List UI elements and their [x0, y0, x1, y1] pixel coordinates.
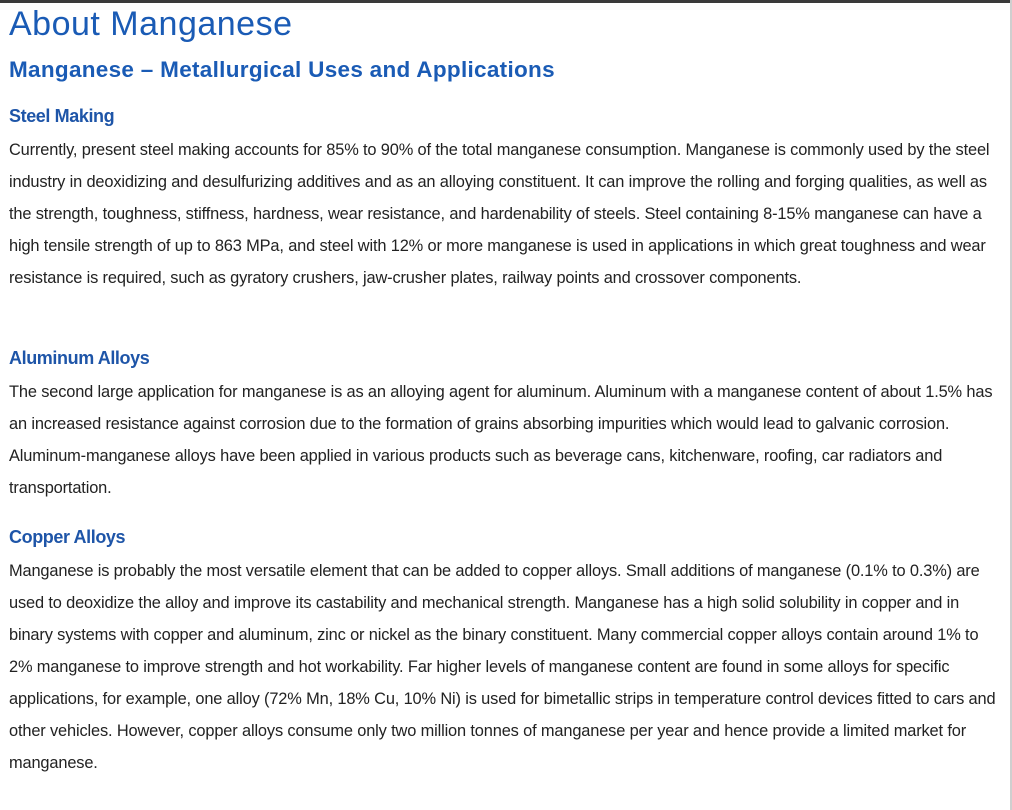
section-heading-aluminum-alloys: Aluminum Alloys [9, 348, 150, 368]
page-title: About Manganese [9, 5, 293, 43]
section-steel-making [9, 104, 999, 294]
section-copper-alloys [9, 525, 999, 779]
section-heading-steel-making: Steel Making [9, 106, 115, 126]
section-body-copper-alloys: Manganese is probably the most versatile element that can be added to copper alloys. Small additions of manganese (0.1% to 0.3%) are used to deoxidize the alloy and improve its castability and mechanical strength. Manganese has a high solid solubility in copper and in binary systems with copper and aluminum, zinc or nickel as the binary constituent. Many commercial copper alloys contain around 1% to 2% manganese to improve strength and hot workability. Far higher levels of manganese content are found in some alloys for specific applications, for example, one alloy (72% Mn, 18% Cu, 10% Ni) is used for bimetallic strips in temperature control devices fitted to cars and other vehicles. However, copper alloys consume only two million tonnes of manganese per year and hence provide a limited market for manganese. [9, 562, 996, 772]
section-aluminum-alloys [9, 346, 999, 504]
section-body-aluminum-alloys: The second large application for manganese is as an alloying agent for aluminum. Aluminum with a manganese content of about 1.5% has an increased resistance against corrosion due to the formation of grains absorbing impurities which would lead to galvanic corrosion. Aluminum-manganese alloys have been applied in various products such as beverage cans, kitchenware, roofing, car radiators and transportation. [9, 383, 993, 497]
page-subtitle: Manganese – Metallurgical Uses and Applications [9, 57, 555, 82]
section-body-steel-making: Currently, present steel making accounts for 85% to 90% of the total manganese consumption. Manganese is commonly used by the steel industry in deoxidizing and desulfurizing additives and as an alloying constituent. It can improve the rolling and forging qualities, as well as the strength, toughness, stiffness, hardness, wear resistance, and hardenability of steels. Steel containing 8-15% manganese can have a high tensile strength of up to 863 MPa, and steel with 12% or more manganese is used in applications in which great toughness and wear resistance is required, such as gyratory crushers, jaw-crusher plates, railway points and crossover components. [9, 141, 990, 287]
section-heading-copper-alloys: Copper Alloys [9, 527, 126, 547]
